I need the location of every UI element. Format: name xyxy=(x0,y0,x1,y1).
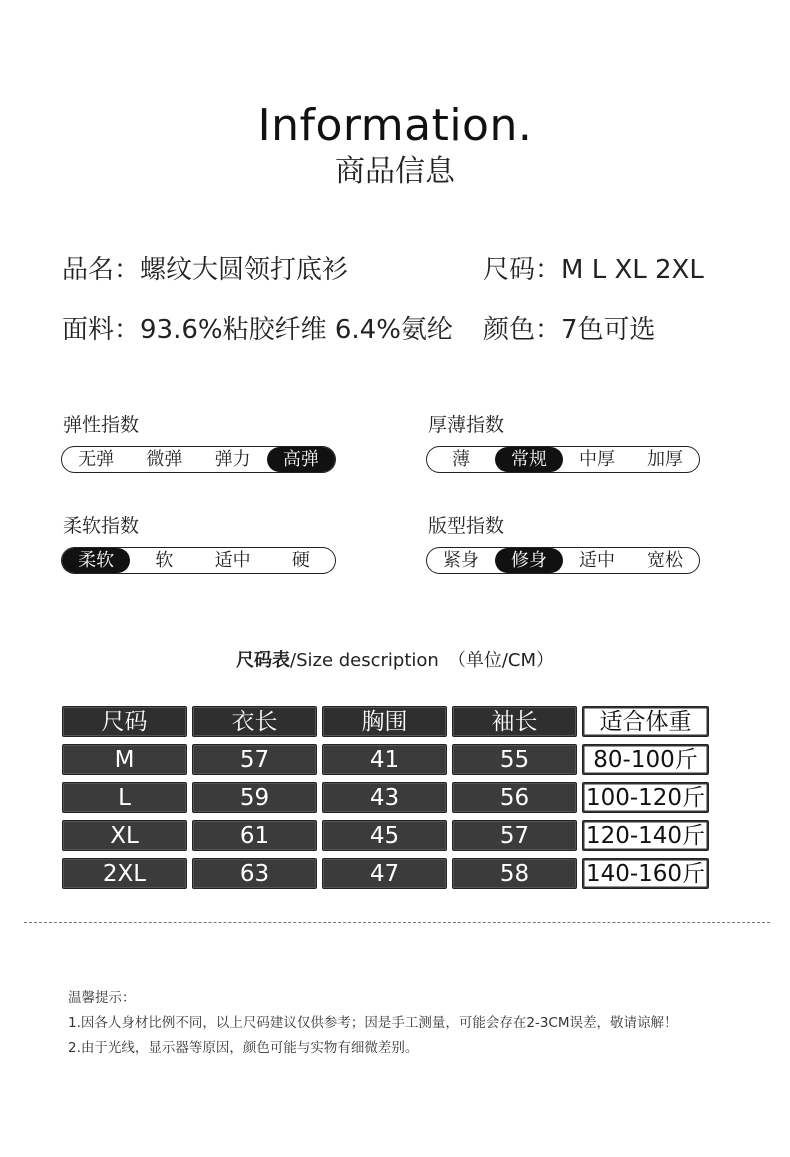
size-table xyxy=(62,706,712,889)
title-english: Information. xyxy=(257,100,533,151)
size-table-header: 袖长 xyxy=(452,706,577,737)
size-table-cell: 57 xyxy=(452,820,577,851)
size-table-cell: 47 xyxy=(322,858,447,889)
elasticity-option: 无弹 xyxy=(78,449,115,470)
size-table-header: 胸围 xyxy=(322,706,447,737)
tips-title: 温馨提示： xyxy=(68,990,136,1006)
elasticity-scale xyxy=(61,446,336,473)
fit-option: 适中 xyxy=(579,550,615,571)
tips-line-2: 2.由于光线，显示器等原因，颜色可能与实物有细微差别。 xyxy=(68,1040,419,1056)
size-table-caption-bold: 尺码表 xyxy=(236,650,290,671)
softness-label: 柔软指数 xyxy=(63,515,140,537)
product-colors: 颜色：7色可选 xyxy=(483,315,656,345)
size-table-cell: L xyxy=(62,782,187,813)
size-table-cell: 63 xyxy=(192,858,317,889)
elasticity-option-selected: 高弹 xyxy=(267,447,335,472)
fit-option: 宽松 xyxy=(647,550,683,571)
softness-scale xyxy=(61,547,336,574)
elasticity-option: 弹力 xyxy=(214,449,251,470)
size-table-cell: 120-140斤 xyxy=(582,820,709,851)
size-table-cell: 140-160斤 xyxy=(582,858,709,889)
size-table-cell: 100-120斤 xyxy=(582,782,709,813)
size-table-cell: 56 xyxy=(452,782,577,813)
fit-option-selected: 修身 xyxy=(495,548,563,573)
size-table-header: 适合体重 xyxy=(582,706,709,737)
title-chinese: 商品信息 xyxy=(335,154,455,189)
thickness-option: 中厚 xyxy=(579,449,615,470)
product-fabric: 面料：93.6%粘胶纤维 6.4%氨纶 xyxy=(62,315,453,345)
softness-option: 硬 xyxy=(291,550,310,571)
size-table-cell: 57 xyxy=(192,744,317,775)
softness-option: 适中 xyxy=(214,550,251,571)
size-table-cell: 2XL xyxy=(62,858,187,889)
size-table-caption xyxy=(0,648,790,674)
product-sizes: 尺码：M L XL 2XL xyxy=(483,255,704,285)
thickness-option: 薄 xyxy=(452,449,470,470)
thickness-option: 加厚 xyxy=(647,449,683,470)
size-table-cell: 41 xyxy=(322,744,447,775)
softness-option-selected: 柔软 xyxy=(62,548,130,573)
size-table-cell: XL xyxy=(62,820,187,851)
size-table-cell: 58 xyxy=(452,858,577,889)
size-table-cell: 45 xyxy=(322,820,447,851)
size-table-cell: 80-100斤 xyxy=(582,744,709,775)
fit-option: 紧身 xyxy=(443,550,479,571)
softness-option: 软 xyxy=(155,550,174,571)
fit-scale xyxy=(426,547,700,574)
size-table-header: 尺码 xyxy=(62,706,187,737)
size-table-cell: 61 xyxy=(192,820,317,851)
product-name: 品名：螺纹大圆领打底衫 xyxy=(62,255,349,285)
thickness-label: 厚薄指数 xyxy=(428,414,505,436)
size-table-cell: M xyxy=(62,744,187,775)
size-table-cell: 59 xyxy=(192,782,317,813)
tips-block xyxy=(68,986,678,1061)
elasticity-label: 弹性指数 xyxy=(63,414,140,436)
size-table-cell: 55 xyxy=(452,744,577,775)
size-table-header: 衣长 xyxy=(192,706,317,737)
thickness-scale xyxy=(426,446,700,473)
thickness-option-selected: 常规 xyxy=(495,447,563,472)
size-table-caption-unit: /Size description （单位/CM） xyxy=(290,650,554,671)
size-table-cell: 43 xyxy=(322,782,447,813)
elasticity-option: 微弹 xyxy=(146,449,183,470)
dashed-divider xyxy=(24,922,770,923)
tips-line-1: 1.因各人身材比例不同，以上尺码建议仅供参考；因是手工测量，可能会存在2-3CM误差，敬请谅解！ xyxy=(68,1015,678,1031)
fit-label: 版型指数 xyxy=(428,515,505,537)
